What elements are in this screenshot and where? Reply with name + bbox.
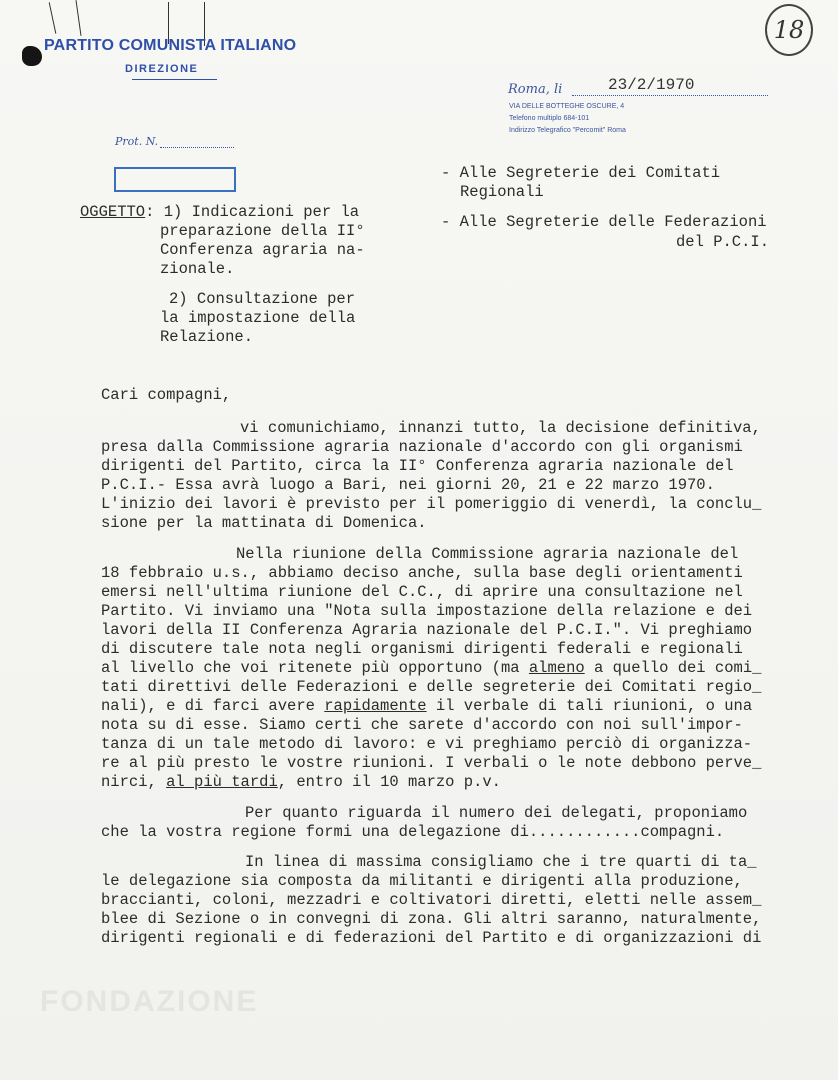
paragraph-2-line: emersi nell'ultima riunione del C.C., di aprire una consultazione nel xyxy=(101,583,743,601)
paragraph-2-line: Nella riunione della Commissione agraria nazionale del xyxy=(236,545,739,563)
recipient-2-cont: del P.C.I. xyxy=(676,233,770,251)
text-run: , entro il 10 marzo p.v. xyxy=(277,773,501,791)
recipient-1: - Alle Segreterie dei Comitati xyxy=(441,164,721,182)
text-run: il verbale di tali riunioni, o una xyxy=(426,697,753,715)
paragraph-1-line: L'inizio dei lavori è previsto per il pomeriggio di venerdì, la conclu_ xyxy=(101,495,762,513)
greeting: Cari compagni, xyxy=(101,386,232,404)
subject-text: : 1) Indicazioni per la xyxy=(145,203,360,221)
recipient-1-cont: Regionali xyxy=(460,183,544,201)
paragraph-4-line: dirigenti regionali e di federazioni del Partito e di organizzazioni di xyxy=(101,929,762,947)
subject-line-7: Relazione. xyxy=(160,328,254,346)
paragraph-2-line: 18 febbraio u.s., abbiamo deciso anche, sulla base degli orientamenti xyxy=(101,564,743,582)
paragraph-1-line: sione per la mattinata di Domenica. xyxy=(101,514,427,532)
subject-line-1 xyxy=(80,203,359,221)
subject-label: OGGETTO xyxy=(80,203,146,221)
ink-blot xyxy=(22,46,42,66)
subject-line-4: zionale. xyxy=(160,260,235,278)
recipient-2: - Alle Segreterie delle Federazioni xyxy=(441,213,767,231)
paragraph-2-line xyxy=(101,697,752,715)
pen-stroke xyxy=(75,0,81,36)
subject-line-5: 2) Consultazione per xyxy=(169,290,356,308)
paragraph-3-line: che la vostra regione formi una delegazione di............compagni. xyxy=(101,823,725,841)
underlined-text: rapidamente xyxy=(324,697,427,715)
archive-watermark: FONDAZIONE xyxy=(40,985,259,1018)
header-rule xyxy=(132,79,217,80)
protocol-stamp-box xyxy=(114,167,236,192)
subject-line-6: la impostazione della xyxy=(160,309,356,327)
underlined-text: almeno xyxy=(528,659,585,677)
paragraph-1-line: dirigenti del Partito, circa la II° Conferenza agraria nazionale del xyxy=(101,457,734,475)
address-line: VIA DELLE BOTTEGHE OSCURE, 4 xyxy=(509,103,625,110)
paragraph-2-line: Partito. Vi inviamo una "Nota sulla impostazione della relazione e dei xyxy=(101,602,753,620)
paragraph-2-line: re al più presto le vostre riunioni. I verbali o le note debbono perve_ xyxy=(101,754,762,772)
text-run: al livello che voi ritenete più opportuno (ma xyxy=(101,659,529,677)
page-number-circled xyxy=(765,4,813,56)
paragraph-2-line: tanza di un tale metodo di lavoro: e vi preghiamo perciò di organizza- xyxy=(101,735,753,753)
paragraph-2-line: nota su di esse. Siamo certi che sarete d'accordo con noi sull'impor- xyxy=(101,716,743,734)
telegraph-line: Indirizzo Telegrafico "Percomit" Roma xyxy=(509,127,626,134)
paragraph-4-line: braccianti, coloni, mezzadri e coltivatori diretti, eletti nelle assem_ xyxy=(101,891,762,909)
paragraph-2-line xyxy=(101,773,501,791)
paragraph-1-line: P.C.I.- Essa avrà luogo a Bari, nei giorni 20, 21 e 22 marzo 1970. xyxy=(101,476,715,494)
protocol-dotted-line xyxy=(160,147,234,148)
paragraph-1-line: presa dalla Commissione agraria nazionale d'accordo con gli organismi xyxy=(101,438,743,456)
paragraph-4-line: In linea di massima consigliamo che i tre quarti di ta_ xyxy=(245,853,757,871)
paragraph-1-line: vi comunichiamo, innanzi tutto, la decisione definitiva, xyxy=(240,419,761,437)
subject-line-3: Conferenza agraria na- xyxy=(160,241,365,259)
party-name: PARTITO COMUNISTA ITALIANO xyxy=(44,37,297,54)
text-run: a quello dei comi_ xyxy=(584,659,762,677)
letter-date: 23/2/1970 xyxy=(608,76,695,94)
phone-line: Telefono multiplo 684-101 xyxy=(509,115,590,122)
pen-stroke xyxy=(49,2,57,34)
underlined-text: al più tardi xyxy=(166,773,278,791)
paragraph-3-line: Per quanto riguarda il numero dei delegati, proponiamo xyxy=(245,804,748,822)
page-number: 18 xyxy=(773,16,805,44)
protocol-label: Prot. N. xyxy=(115,135,159,148)
department-name: DIREZIONE xyxy=(125,63,199,75)
paragraph-4-line: le delegazione sia composta da militanti e dirigenti alla produzione, xyxy=(101,872,743,890)
date-dotted-line xyxy=(572,95,768,96)
paragraph-4-line: blee di Sezione o in convegni di zona. Gli altri saranno, naturalmente, xyxy=(101,910,762,928)
subject-line-2: preparazione della II° xyxy=(160,222,365,240)
paragraph-2-line: tati direttivi delle Federazioni e delle segreterie dei Comitati regio_ xyxy=(101,678,762,696)
paragraph-2-line xyxy=(101,659,761,677)
paragraph-2-line: di discutere tale nota negli organismi dirigenti federali e regionali xyxy=(101,640,743,658)
text-run: nirci, xyxy=(101,773,167,791)
paragraph-2-line: lavori della II Conferenza Agraria nazionale del P.C.I.". Vi preghiamo xyxy=(101,621,753,639)
text-run: nali), e di farci avere xyxy=(101,697,325,715)
city-label: Roma, li xyxy=(508,82,563,97)
